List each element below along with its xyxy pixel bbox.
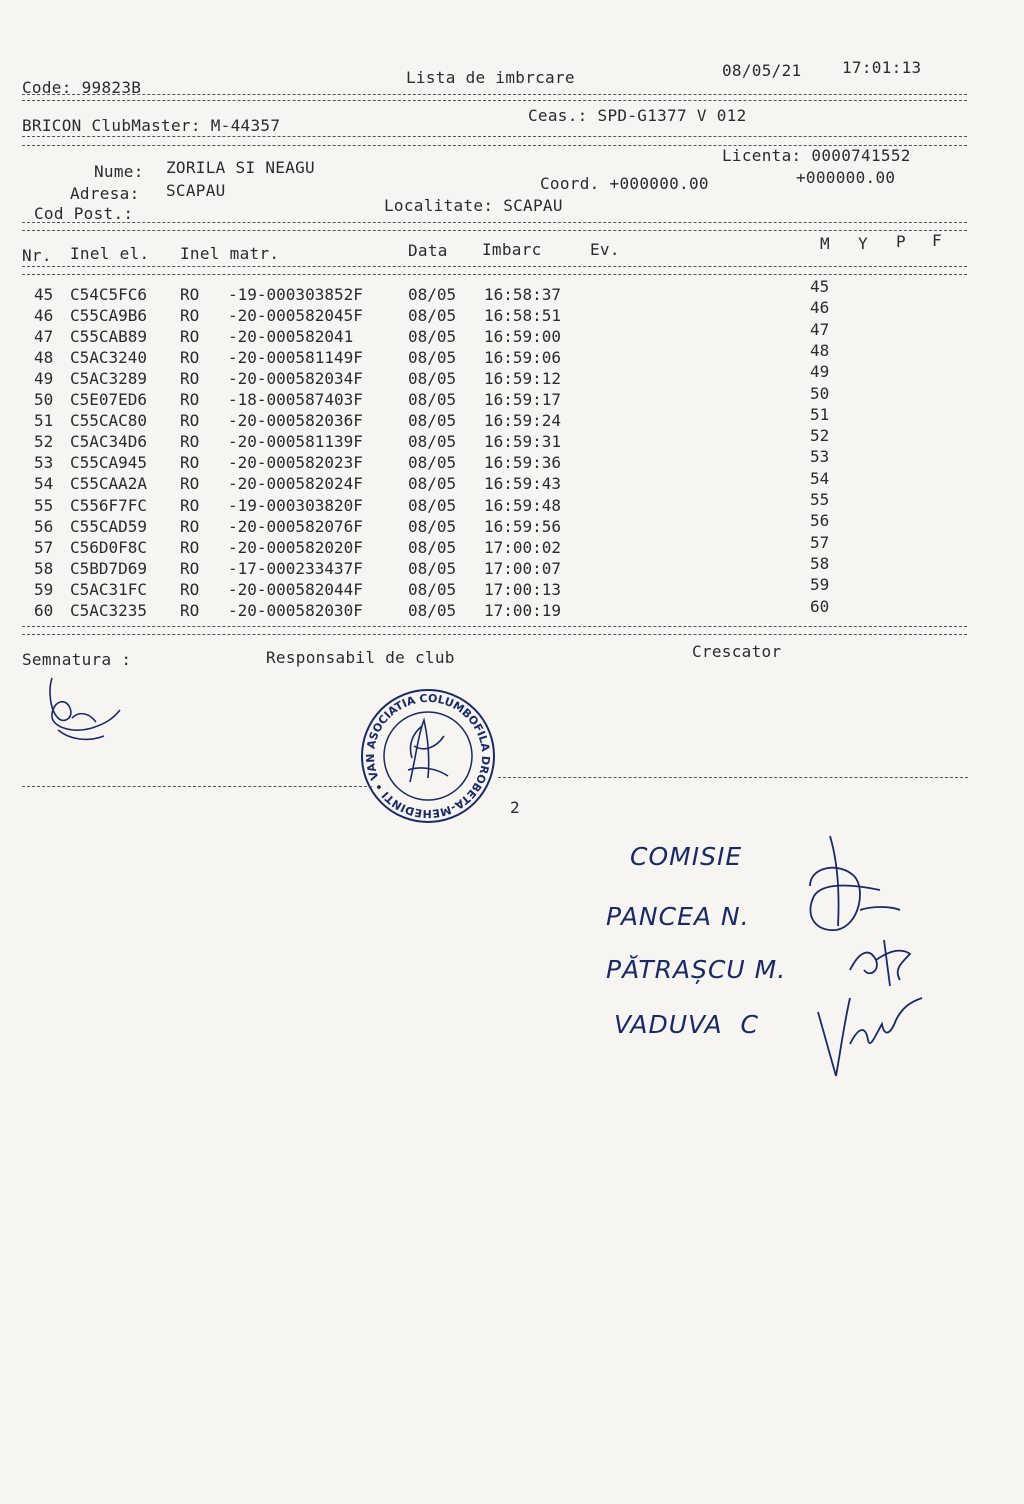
electronic-ring: C55CAD59	[70, 516, 148, 536]
country-code: RO	[180, 558, 200, 578]
basketing-time: 16:59:24	[484, 411, 562, 431]
row-number: 52	[34, 432, 54, 452]
row-number: 45	[34, 285, 54, 304]
position-m: 51	[810, 404, 830, 424]
position-m: 57	[810, 532, 830, 552]
fancier-signature	[40, 670, 140, 750]
divider	[498, 777, 968, 778]
electronic-ring: C5AC3235	[70, 600, 148, 620]
locality: Localitate: SCAPAU	[384, 196, 563, 215]
position-m: 59	[810, 575, 830, 595]
column-header-ev: Ev.	[590, 240, 620, 259]
row-number: 47	[34, 327, 54, 347]
clock-label: Ceas.: SPD-G1377 V 012	[528, 106, 747, 125]
column-header-p: P	[896, 232, 906, 251]
basketing-date: 08/05	[408, 600, 457, 620]
print-date: 08/05/21	[722, 61, 802, 80]
position-m: 49	[810, 362, 830, 382]
country-code: RO	[180, 579, 200, 599]
country-code: RO	[180, 600, 200, 620]
column-header-imbarc: Imbarc	[482, 240, 542, 259]
row-number: 49	[34, 369, 54, 389]
ring-number: -20-000582020F	[228, 537, 363, 557]
row-number: 60	[34, 600, 54, 620]
club-stamp	[352, 676, 498, 826]
ring-number: -18-000587403F	[228, 390, 363, 410]
basketing-date: 08/05	[408, 306, 457, 326]
ring-number: -19-000303820F	[228, 495, 363, 515]
row-number: 58	[34, 558, 54, 578]
position-m: 46	[810, 298, 830, 318]
handwritten-member-3: VADUVA C	[614, 1010, 759, 1039]
row-number: 55	[34, 495, 54, 515]
basketing-time: 16:58:37	[484, 285, 562, 304]
row-number: 46	[34, 306, 54, 326]
ring-number: -20-000582041	[228, 327, 354, 347]
ring-number: -20-000582036F	[228, 411, 363, 431]
row-number: 57	[34, 537, 54, 557]
fancier-name: ZORILA SI NEAGU	[166, 158, 315, 177]
fancier-address: SCAPAU	[166, 181, 226, 200]
basketing-date: 08/05	[408, 369, 457, 389]
basketing-date: 08/05	[408, 516, 457, 536]
handwritten-commission-title: COMISIE	[630, 842, 743, 871]
basketing-time: 16:59:48	[484, 495, 562, 515]
row-number: 56	[34, 516, 54, 536]
electronic-ring: C55CAC80	[70, 411, 148, 431]
basketing-time: 16:59:56	[484, 516, 562, 536]
electronic-ring: C55CAA2A	[70, 474, 148, 494]
row-number: 51	[34, 411, 54, 431]
divider	[22, 274, 967, 275]
basketing-date: 08/05	[408, 285, 457, 304]
basketing-time: 16:59:43	[484, 474, 562, 494]
country-code: RO	[180, 453, 200, 473]
ring-number: -20-000582045F	[228, 306, 363, 326]
commission-signature-2	[840, 930, 920, 990]
position-m: 54	[810, 468, 830, 488]
basketing-date: 08/05	[408, 495, 457, 515]
country-code: RO	[180, 369, 200, 389]
divider	[22, 266, 967, 267]
document-title: Lista de imbrcare	[406, 68, 575, 87]
basketing-time: 16:59:00	[484, 327, 562, 347]
position-m: 53	[810, 447, 830, 467]
device-label: BRICON ClubMaster: M-44357	[22, 116, 281, 135]
column-header-nr: Nr.	[22, 246, 52, 265]
country-code: RO	[180, 390, 200, 410]
position-m: 56	[810, 511, 830, 531]
country-code: RO	[180, 348, 200, 368]
electronic-ring: C5AC3289	[70, 369, 148, 389]
electronic-ring: C55CAB89	[70, 327, 148, 347]
position-m: 55	[810, 490, 830, 509]
electronic-ring: C5E07ED6	[70, 390, 148, 410]
country-code: RO	[180, 306, 200, 326]
basketing-time: 16:59:06	[484, 348, 562, 368]
electronic-ring: C56D0F8C	[70, 537, 148, 557]
license-number: Licenta: 0000741552	[722, 146, 911, 165]
position-m: 45	[810, 277, 830, 296]
ring-number: -20-000582044F	[228, 579, 363, 599]
basketing-date: 08/05	[408, 348, 457, 368]
electronic-ring: C5BD7D69	[70, 558, 148, 578]
divider	[22, 222, 967, 223]
basketing-date: 08/05	[408, 327, 457, 347]
coordinates: Coord. +000000.00	[540, 174, 709, 193]
basketing-time: 17:00:13	[484, 579, 562, 599]
basketing-time: 16:59:12	[484, 369, 562, 389]
basketing-date: 08/05	[408, 453, 457, 473]
breeder-label: Crescator	[692, 642, 782, 661]
club-responsible-label: Responsabil de club	[266, 648, 455, 667]
country-code: RO	[180, 474, 200, 494]
column-header-m: M	[820, 234, 830, 253]
column-header-y: Y	[858, 234, 868, 253]
basketing-date: 08/05	[408, 411, 457, 431]
divider	[22, 786, 372, 787]
basketing-time: 17:00:19	[484, 600, 562, 620]
code-label: Code: 99823B	[22, 78, 142, 97]
country-code: RO	[180, 411, 200, 431]
basketing-date: 08/05	[408, 537, 457, 557]
basketing-time: 16:58:51	[484, 306, 562, 326]
basketing-date: 08/05	[408, 579, 457, 599]
divider	[22, 230, 967, 231]
position-m: 47	[810, 319, 830, 339]
ring-number: -20-000581149F	[228, 348, 363, 368]
commission-signature-3	[810, 984, 930, 1084]
electronic-ring: C55CA9B6	[70, 306, 148, 326]
country-code: RO	[180, 537, 200, 557]
electronic-ring: C556F7FC	[70, 495, 148, 515]
divider	[22, 626, 967, 627]
electronic-ring: C5AC34D6	[70, 432, 148, 452]
commission-signature-1	[800, 826, 910, 946]
ring-number: -20-000582030F	[228, 600, 363, 620]
handwritten-member-2: PĂTRAȘCU M.	[606, 955, 787, 984]
country-code: RO	[180, 285, 200, 304]
basketing-time: 16:59:17	[484, 390, 562, 410]
ring-number: -20-000582023F	[228, 453, 363, 473]
electronic-ring: C5AC31FC	[70, 579, 148, 599]
ring-number: -20-000582024F	[228, 474, 363, 494]
ring-number: -20-000582034F	[228, 369, 363, 389]
basketing-time: 16:59:36	[484, 453, 562, 473]
position-m: 50	[810, 383, 830, 403]
basketing-time: 16:59:31	[484, 432, 562, 452]
divider	[22, 634, 967, 635]
ring-number: -20-000581139F	[228, 432, 363, 452]
position-m: 58	[810, 553, 830, 573]
basketing-date: 08/05	[408, 390, 457, 410]
position-m: 48	[810, 340, 830, 360]
svg-text:ASOCIATIA COLUMBOFILA DROBETA-: ASOCIATIA COLUMBOFILA DROBETA-MEHEDINTI • VANJU MARE •	[352, 676, 493, 821]
electronic-ring: C55CA945	[70, 453, 148, 473]
divider	[22, 100, 967, 101]
country-code: RO	[180, 516, 200, 536]
basketing-time: 17:00:02	[484, 537, 562, 557]
country-code: RO	[180, 495, 200, 515]
column-header-f: F	[932, 231, 942, 250]
row-number: 50	[34, 390, 54, 410]
ring-number: -19-000303852F	[228, 285, 363, 304]
coordinates-second: +000000.00	[796, 168, 896, 187]
row-number: 59	[34, 579, 54, 599]
position-m: 52	[810, 426, 830, 446]
column-header-inel-matr: Inel matr.	[180, 244, 280, 263]
row-number: 48	[34, 348, 54, 368]
address-label: Adresa:	[70, 184, 140, 203]
column-header-data: Data	[408, 241, 448, 260]
postal-code-label: Cod Post.:	[34, 204, 134, 223]
basketing-date: 08/05	[408, 432, 457, 452]
column-header-inel-el: Inel el.	[70, 244, 150, 263]
divider	[22, 136, 967, 137]
row-number: 54	[34, 474, 54, 494]
basketing-time: 17:00:07	[484, 558, 562, 578]
divider	[22, 94, 967, 95]
ring-number: -17-000233437F	[228, 558, 363, 578]
country-code: RO	[180, 327, 200, 347]
print-time: 17:01:13	[842, 58, 922, 77]
ring-number: -20-000582076F	[228, 516, 363, 536]
country-code: RO	[180, 432, 200, 452]
basketing-date: 08/05	[408, 558, 457, 578]
page-number: 2	[510, 798, 520, 817]
handwritten-member-1: PANCEA N.	[606, 902, 750, 931]
electronic-ring: C5AC3240	[70, 348, 148, 368]
row-number: 53	[34, 453, 54, 473]
position-m: 60	[810, 596, 830, 616]
name-label: Nume:	[94, 162, 144, 181]
signature-label: Semnatura :	[22, 650, 132, 669]
basketing-date: 08/05	[408, 474, 457, 494]
electronic-ring: C54C5FC6	[70, 285, 148, 304]
